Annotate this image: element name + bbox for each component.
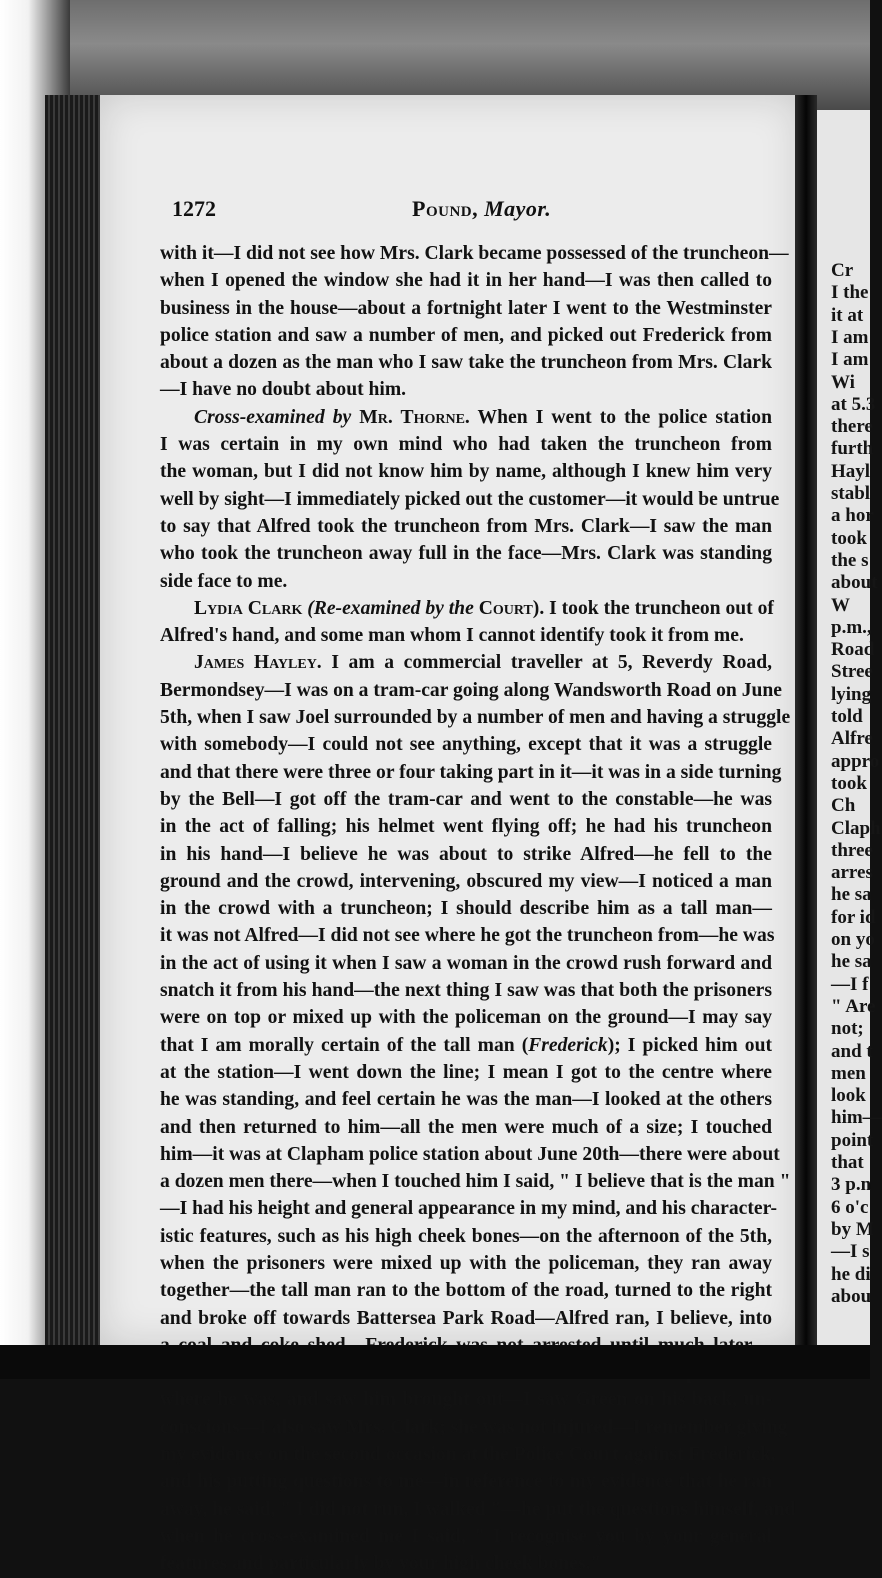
text-line: well by sight—I immediately picked out the customer—it would be untrue <box>160 488 780 510</box>
text-line: who took the truncheon away full in the face—Mrs. Clark was standing <box>160 543 772 565</box>
text-line: in his hand—I believe he was about to strike Alfred—he fell to the <box>160 843 772 865</box>
text-segment: ); I picked him out <box>607 1034 772 1056</box>
facing-page-fragment: it at <box>831 304 864 326</box>
facing-page <box>817 110 882 1350</box>
facing-page-fragment: that <box>831 1152 864 1173</box>
text-line: conscious—I also saw Mrs. Clark; she was not injured—I remember giving <box>160 1416 788 1438</box>
text-segment: When I went to the police station <box>477 406 772 428</box>
text-line: in the crowd with a truncheon; I should describe him as a tall man— <box>160 898 772 920</box>
facing-page-fragment: lying <box>831 683 872 705</box>
text-line: by the Bell—I got off the tram-car and went to the constable—he was <box>160 788 772 810</box>
text-line: when I opened the window she had it in her hand—I was then called to <box>160 270 772 292</box>
facing-page-fragment: he sa <box>831 884 872 906</box>
facing-page-fragment: about <box>831 572 878 594</box>
text-line: about a dozen as the man who I saw take the truncheon from Mrs. Clark <box>160 352 772 374</box>
text-line: Alfred's hand, and some man whom I cannot identify took it from me. <box>160 625 744 647</box>
facing-page-fragment: a hor <box>831 505 874 527</box>
text-line: and then returned to him—all the men were much of a size; I touched <box>160 1116 772 1138</box>
facing-page-fragment: men <box>831 1062 866 1084</box>
facing-page-fragment: not; <box>831 1018 864 1040</box>
text-line: when he cross-examined me I said, " I recognise you by your general <box>160 1525 772 1547</box>
text-line: istic features, such as his high cheek bones—on the afternoon of the 5th, <box>160 1225 772 1247</box>
text-line: and broke off towards Battersea Park Road—Alfred ran, I believe, into <box>160 1307 772 1329</box>
facing-page-fragment: Ch <box>831 795 856 817</box>
facing-page-fragment: him— <box>831 1107 882 1129</box>
facing-page-fragment: the s <box>831 549 869 571</box>
facing-page-fragment: Claph <box>831 817 881 839</box>
scan-background-bottom <box>0 1345 870 1379</box>
facing-page-fragment: at 5.3 <box>831 393 876 415</box>
facing-page-fragment: Wi <box>831 371 855 393</box>
text-line: side face to me. <box>160 570 288 592</box>
running-head <box>412 196 551 222</box>
facing-page-fragment: —I s <box>831 1241 870 1263</box>
running-head-title: Mayor. <box>484 196 552 221</box>
page-number: 1272 <box>172 196 216 221</box>
text-line: my evidence on the second occasion at the Police Court against Frederick, <box>160 1444 776 1466</box>
re-examination-line <box>160 595 772 622</box>
facing-page-fragment: Hayl <box>831 460 871 482</box>
facing-page-fragment: three <box>831 839 873 861</box>
text-line: with it—I did not see how Mrs. Clark became possessed of the truncheon— <box>160 243 789 264</box>
facing-page-fragment: point <box>831 1129 874 1151</box>
facing-page-fragment: appro <box>831 750 880 772</box>
facing-page-fragment: he sa <box>831 951 872 973</box>
facing-page-fragment: told <box>831 706 863 727</box>
facing-page-fragment: Stree <box>831 661 873 683</box>
text-line: business in the house—about a fortnight later I went to the Westminster <box>160 297 772 319</box>
text-line: and his putting questions to me—in reference to my evidence that he ran <box>160 1471 772 1493</box>
facing-page-fragment: p.m., <box>831 616 872 638</box>
text-line: he was standing, and feel certain he was the man—I looked at the others <box>160 1089 772 1111</box>
facing-page-fragment: look <box>831 1085 866 1107</box>
facing-page-fragment: by M <box>831 1218 874 1240</box>
text-line: at the station—I went down the line; I mean I got to the centre where <box>160 1061 772 1083</box>
text-line: in the act of falling; his helmet went flying off; he had his truncheon <box>160 816 772 838</box>
text-segment: that I am morally certain of the tall man ( <box>160 1034 529 1056</box>
facing-page-fragment: I am <box>831 326 869 348</box>
facing-page-fragment: there <box>831 416 873 438</box>
text-line: it was not Alfred—I did not see where he got the truncheon from—he was <box>160 925 775 947</box>
facing-page-fragment: Cr <box>831 260 854 281</box>
text-line: I was certain in my own mind who had taken the truncheon from <box>160 434 772 456</box>
facing-page-fragment: arres <box>831 862 873 884</box>
facing-page-fragment: 6 o'c <box>831 1196 869 1218</box>
facing-page-fragment: Road <box>831 639 875 661</box>
facing-page-fragment: took <box>831 772 867 794</box>
scan-background-top <box>0 0 870 110</box>
facing-page-fragment: " Are <box>831 995 876 1017</box>
text-line: with somebody—I could not see anything, except that it was a struggle <box>160 734 772 756</box>
facing-page-fragment: 3 p.n <box>831 1174 872 1196</box>
text-segment: I took the truncheon out of <box>549 597 774 619</box>
facing-page-fragment: he di <box>831 1263 871 1285</box>
cross-examination-line <box>160 404 772 431</box>
text-line: features and particularly by your high cheek bones." <box>160 1553 602 1575</box>
facing-page-fragment: stabl <box>831 483 871 504</box>
facing-page-fragment: —I f <box>831 973 869 995</box>
facing-page-fragment: W <box>831 594 850 616</box>
facing-page-fragment: furth <box>831 438 874 460</box>
witness-name: James Hayley. <box>194 652 322 674</box>
facing-page-fragment: for id <box>831 906 876 928</box>
running-head-name: Pound, <box>412 196 479 221</box>
text-line: police station and saw a number of men, and picked out Frederick from <box>160 324 772 346</box>
book-gutter <box>795 95 817 1365</box>
facing-page-fragment: on yo <box>831 929 875 950</box>
text-line: together—the tall man ran to the bottom of the road, turned to the right <box>160 1280 772 1302</box>
text-segment: I am a commercial traveller at 5, Reverdy Road, <box>331 652 772 674</box>
court-label: Court). <box>478 597 545 619</box>
facing-page-fragment: I am <box>831 349 869 371</box>
text-line: —I have no doubt about him. <box>160 379 407 401</box>
text-line: the woman, but I did not know him by name, although I knew him very <box>160 461 772 483</box>
cross-examined-label: Cross-examined by <box>194 406 352 428</box>
facing-page-fragment: and t <box>831 1040 873 1062</box>
page-header <box>172 196 772 226</box>
text-line: and that there were three or four taking part in it—it was in a side turning <box>160 761 782 783</box>
text-line: ground and the crowd, intervening, obscured my view—I noticed a man <box>160 870 772 892</box>
text-line: him—it was at Clapham police station about June 20th—there were about <box>160 1143 780 1165</box>
text-line: a dozen men there—when I touched him I said, " I believe that is the man " <box>160 1171 791 1193</box>
text-line: to say that Alfred took the truncheon from Mrs. Clark—I saw the man <box>160 515 772 537</box>
witness-name: Lydia Clark <box>194 597 303 619</box>
text-line: 5th, when I saw Joel surrounded by a number of men and having a struggle <box>160 707 791 729</box>
text-line: where he was, and saw him brought out—I saw Green on his back, un- <box>160 1389 772 1411</box>
text-line: were on top or mixed up with the policeman on the ground—I may say <box>160 1007 772 1029</box>
frederick-name: Frederick <box>528 1034 608 1056</box>
text-line: away, he said, " I did not run, I walked "—he put the questions himself, and <box>160 1498 796 1520</box>
text-line: when the prisoners were mixed up with the policeman, they ran away <box>160 1252 772 1274</box>
text-line-morally <box>160 1032 772 1059</box>
facing-page-fragment: abou <box>831 1285 872 1307</box>
text-line: —I had his height and general appearance in my mind, and his character- <box>160 1198 778 1220</box>
witness-line <box>160 649 772 676</box>
counsel-name: Mr. Thorne. <box>359 406 470 428</box>
text-line: in the act of using it when I saw a woman in the crowd rush forward and <box>160 952 772 974</box>
text-line: snatch it from his hand—the next thing I saw was that both the prisoners <box>160 980 772 1002</box>
facing-page-fragment: I the <box>831 282 869 304</box>
re-examined-label: (Re-examined by the <box>307 597 474 619</box>
text-line: Bermondsey—I was on a tram-car going along Wandsworth Road on June <box>160 679 782 701</box>
facing-page-fragment: took <box>831 527 867 549</box>
facing-page-fragment: Alfre <box>831 728 873 750</box>
